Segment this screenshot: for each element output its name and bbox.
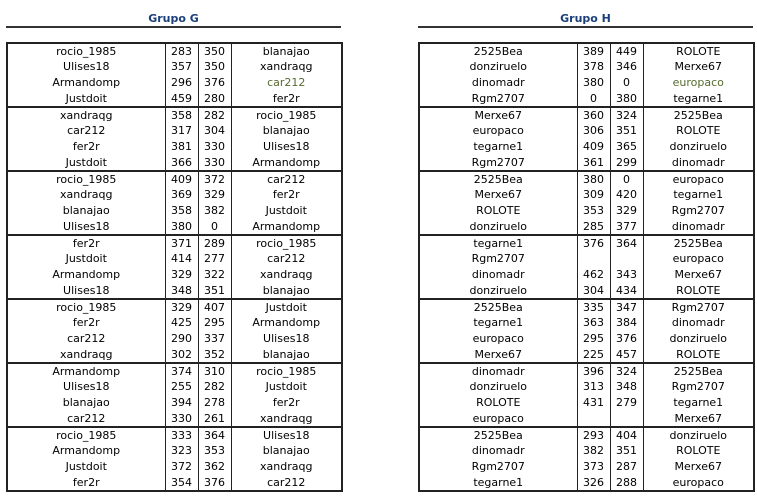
match-row: [419, 427, 754, 443]
home-player-name: Armandomp: [52, 268, 121, 281]
home-player-name: Merxe67: [419, 347, 577, 363]
match-row: [7, 219, 342, 235]
home-score: [577, 251, 610, 267]
match-row: [419, 331, 754, 347]
home-score: 335: [577, 299, 610, 315]
home-player-name: 2525Bea: [473, 428, 523, 442]
match-row: [7, 155, 342, 171]
away-player-name: tegarne1: [643, 91, 754, 107]
away-player-name: ROLOTE: [643, 347, 754, 363]
match-row: [419, 75, 754, 91]
home-score: 360: [577, 107, 610, 123]
home-score: 382: [577, 443, 610, 459]
match-row: [419, 235, 754, 251]
home-player-name: ROLOTE: [476, 204, 521, 217]
away-player-name: xandraqg: [231, 411, 342, 427]
match-row: [419, 315, 754, 331]
home-score: 313: [577, 379, 610, 395]
home-player-name: rocio_1985: [56, 428, 117, 442]
home-player-name: tegarne1: [473, 475, 524, 489]
away-player-name: rocio_1985: [256, 108, 317, 122]
home-player-name: dinomadr: [471, 364, 525, 378]
match-row: [419, 347, 754, 363]
home-player-name: rocio_1985: [56, 44, 117, 58]
match-row: [7, 443, 342, 459]
home-player-name: Armandomp: [52, 444, 121, 457]
away-score: 382: [198, 203, 231, 219]
home-score: 361: [577, 155, 610, 171]
home-player-name: donziruelo: [419, 219, 577, 235]
home-player-name: Rgm2707: [471, 460, 525, 473]
home-player-name: Armandomp: [52, 364, 121, 378]
home-player-name: europaco: [419, 411, 577, 427]
away-score: 365: [610, 139, 643, 155]
home-player-name: car212: [67, 124, 106, 137]
away-score: 279: [610, 395, 643, 411]
home-player-name: ROLOTE: [476, 396, 521, 409]
match-row: [7, 43, 342, 59]
away-player-name: europaco: [672, 172, 724, 186]
away-score: 350: [198, 43, 231, 59]
group-g-title-rule: [6, 26, 341, 28]
match-row: [7, 75, 342, 91]
match-row: [7, 139, 342, 155]
match-row: [419, 395, 754, 411]
away-player-name: donziruelo: [669, 428, 728, 442]
away-player-name: blanajao: [231, 283, 342, 299]
away-player-name: 2525Bea: [673, 364, 723, 378]
away-player-name: 2525Bea: [673, 236, 723, 250]
home-player-name: blanajao: [62, 396, 110, 409]
away-player-name: Rgm2707: [671, 300, 725, 314]
home-player-name: Justdoit: [65, 460, 107, 473]
home-player-name: Justdoit: [7, 155, 165, 171]
away-player-name: donziruelo: [669, 332, 728, 345]
away-player-name: blanajao: [231, 347, 342, 363]
away-player-name: tegarne1: [673, 188, 724, 201]
home-score: 285: [577, 219, 610, 235]
away-score: 362: [198, 459, 231, 475]
away-player-name: xandraqg: [260, 60, 313, 73]
away-player-name: Merxe67: [674, 60, 722, 73]
away-score: 278: [198, 395, 231, 411]
match-row: [7, 363, 342, 379]
home-score: 296: [165, 75, 198, 91]
away-score: 0: [198, 219, 231, 235]
away-player-name: Merxe67: [643, 411, 754, 427]
home-player-name: tegarne1: [473, 236, 524, 250]
away-player-name: Justdoit: [265, 204, 307, 217]
home-score: 363: [577, 315, 610, 331]
away-score: 287: [610, 459, 643, 475]
match-row: [7, 395, 342, 411]
home-score: 357: [165, 59, 198, 75]
group-g-title: Grupo G: [148, 12, 199, 25]
away-score: 324: [610, 363, 643, 379]
away-player-name: dinomadr: [643, 155, 754, 171]
match-row: [7, 427, 342, 443]
match-row: [419, 251, 754, 267]
away-score: 329: [198, 187, 231, 203]
away-score: 282: [198, 107, 231, 123]
home-score: 329: [165, 267, 198, 283]
home-score: 394: [165, 395, 198, 411]
match-row: [419, 379, 754, 395]
away-score: 0: [610, 75, 643, 91]
away-score: 420: [610, 187, 643, 203]
away-player-name: fer2r: [272, 188, 300, 201]
away-player-name: ROLOTE: [643, 283, 754, 299]
match-row: [7, 283, 342, 299]
home-score: 372: [165, 459, 198, 475]
away-player-name: dinomadr: [643, 219, 754, 235]
home-score: 380: [577, 171, 610, 187]
match-row: [419, 299, 754, 315]
match-row: [7, 299, 342, 315]
away-score: 347: [610, 299, 643, 315]
away-score: 377: [610, 219, 643, 235]
away-player-name: ROLOTE: [676, 44, 721, 58]
away-score: 310: [198, 363, 231, 379]
match-row: [7, 459, 342, 475]
away-score: 351: [610, 443, 643, 459]
away-player-name: dinomadr: [671, 316, 725, 329]
home-score: 354: [165, 475, 198, 491]
home-player-name: donziruelo: [469, 380, 528, 393]
match-row: [7, 331, 342, 347]
away-score: 343: [610, 267, 643, 283]
away-player-name: ROLOTE: [676, 124, 721, 137]
away-score: [610, 251, 643, 267]
away-score: 348: [610, 379, 643, 395]
home-score: 255: [165, 379, 198, 395]
match-row: [7, 379, 342, 395]
home-score: 374: [165, 363, 198, 379]
home-player-name: 2525Bea: [473, 300, 523, 314]
home-player-name: dinomadr: [471, 76, 525, 89]
home-score: 373: [577, 459, 610, 475]
home-player-name: Rgm2707: [419, 155, 577, 171]
home-score: 369: [165, 187, 198, 203]
home-score: 295: [577, 331, 610, 347]
match-row: [7, 171, 342, 187]
away-score: 324: [610, 107, 643, 123]
home-player-name: car212: [67, 332, 106, 345]
away-player-name: fer2r: [272, 396, 300, 409]
home-score: 309: [577, 187, 610, 203]
home-player-name: Justdoit: [65, 252, 107, 265]
home-player-name: Merxe67: [474, 188, 522, 201]
home-player-name: dinomadr: [471, 444, 525, 457]
match-row: [419, 363, 754, 379]
home-score: 353: [577, 203, 610, 219]
match-row: [419, 459, 754, 475]
group-h-title: Grupo H: [560, 12, 611, 25]
home-score: 389: [577, 43, 610, 59]
match-row: [419, 283, 754, 299]
away-player-name: Justdoit: [265, 300, 307, 314]
away-score: 330: [198, 155, 231, 171]
home-player-name: Rgm2707: [471, 252, 525, 265]
home-player-name: europaco: [472, 332, 524, 345]
home-player-name: fer2r: [72, 316, 100, 329]
home-score: 462: [577, 267, 610, 283]
home-player-name: Ulises18: [63, 60, 110, 73]
match-row: [7, 267, 342, 283]
home-score: 380: [165, 219, 198, 235]
match-row: [419, 43, 754, 59]
home-player-name: tegarne1: [473, 316, 524, 329]
home-score: 409: [577, 139, 610, 155]
away-player-name: europaco: [672, 475, 724, 489]
home-player-name: Justdoit: [7, 91, 165, 107]
away-score: 376: [198, 75, 231, 91]
home-score: 329: [165, 299, 198, 315]
home-player-name: 2525Bea: [473, 44, 523, 58]
away-player-name: rocio_1985: [256, 236, 317, 250]
away-player-name: tegarne1: [673, 396, 724, 409]
home-score: 425: [165, 315, 198, 331]
away-score: 288: [610, 475, 643, 491]
match-row: [419, 203, 754, 219]
home-score: 396: [577, 363, 610, 379]
away-player-name: xandraqg: [260, 460, 313, 473]
match-row: [7, 187, 342, 203]
away-player-name: xandraqg: [260, 268, 313, 281]
away-player-name: blanajao: [262, 44, 310, 58]
away-score: 261: [198, 411, 231, 427]
match-row: [7, 59, 342, 75]
home-score: 358: [165, 203, 198, 219]
away-score: 299: [610, 155, 643, 171]
away-score: 277: [198, 251, 231, 267]
home-player-name: Ulises18: [7, 283, 165, 299]
home-score: 225: [577, 347, 610, 363]
home-score: 290: [165, 331, 198, 347]
home-player-name: car212: [7, 411, 165, 427]
match-row: [7, 347, 342, 363]
home-score: 306: [577, 123, 610, 139]
away-player-name: Rgm2707: [671, 380, 725, 393]
match-row: [419, 139, 754, 155]
match-row: [419, 187, 754, 203]
home-player-name: fer2r: [72, 475, 100, 489]
away-score: 364: [610, 235, 643, 251]
away-player-name: europaco: [672, 252, 724, 265]
home-player-name: donziruelo: [419, 283, 577, 299]
home-score: 414: [165, 251, 198, 267]
away-player-name: blanajao: [262, 124, 310, 137]
away-player-name: car212: [267, 475, 306, 489]
home-player-name: dinomadr: [471, 268, 525, 281]
away-score: 376: [198, 475, 231, 491]
away-player-name: europaco: [672, 76, 724, 89]
away-player-name: Rgm2707: [671, 204, 725, 217]
home-score: 378: [577, 59, 610, 75]
home-player-name: fer2r: [72, 236, 100, 250]
match-row: [419, 123, 754, 139]
match-row: [7, 107, 342, 123]
match-row: [7, 315, 342, 331]
home-player-name: xandraqg: [7, 347, 165, 363]
away-score: 404: [610, 427, 643, 443]
home-score: 0: [577, 91, 610, 107]
away-player-name: Ulises18: [263, 428, 310, 442]
away-player-name: Justdoit: [265, 380, 307, 393]
home-player-name: Merxe67: [474, 108, 522, 122]
away-player-name: 2525Bea: [673, 108, 723, 122]
home-score: 323: [165, 443, 198, 459]
away-score: 352: [198, 347, 231, 363]
away-player-name: Armandomp: [252, 316, 321, 329]
home-score: 348: [165, 283, 198, 299]
home-score: 333: [165, 427, 198, 443]
home-score: 366: [165, 155, 198, 171]
home-score: 358: [165, 107, 198, 123]
home-player-name: Ulises18: [63, 380, 110, 393]
home-score: 302: [165, 347, 198, 363]
match-row: [419, 155, 754, 171]
match-row: [7, 203, 342, 219]
away-player-name: Armandomp: [231, 155, 342, 171]
away-score: 364: [198, 427, 231, 443]
away-player-name: fer2r: [231, 91, 342, 107]
home-score: 381: [165, 139, 198, 155]
away-player-name: Merxe67: [674, 268, 722, 281]
match-row: [419, 219, 754, 235]
match-row: [7, 123, 342, 139]
home-player-name: tegarne1: [473, 140, 524, 153]
away-player-name: car212: [267, 252, 306, 265]
home-score: 459: [165, 91, 198, 107]
match-row: [419, 107, 754, 123]
away-score: 353: [198, 443, 231, 459]
home-score: 330: [165, 411, 198, 427]
match-row: [7, 91, 342, 107]
home-score: 317: [165, 123, 198, 139]
away-player-name: donziruelo: [669, 140, 728, 153]
away-score: 434: [610, 283, 643, 299]
away-score: 380: [610, 91, 643, 107]
away-player-name: Ulises18: [263, 332, 310, 345]
home-score: 326: [577, 475, 610, 491]
home-score: 431: [577, 395, 610, 411]
away-score: 449: [610, 43, 643, 59]
home-player-name: xandraqg: [60, 108, 113, 122]
away-score: 350: [198, 59, 231, 75]
away-player-name: blanajao: [262, 444, 310, 457]
home-score: [577, 411, 610, 427]
away-score: 304: [198, 123, 231, 139]
home-score: 376: [577, 235, 610, 251]
home-player-name: Ulises18: [7, 219, 165, 235]
match-row: [419, 411, 754, 427]
match-row: [419, 267, 754, 283]
away-score: 351: [610, 123, 643, 139]
away-score: 346: [610, 59, 643, 75]
home-player-name: europaco: [472, 124, 524, 137]
away-score: 351: [198, 283, 231, 299]
away-player-name: rocio_1985: [256, 364, 317, 378]
away-score: 282: [198, 379, 231, 395]
home-score: 380: [577, 75, 610, 91]
home-player-name: 2525Bea: [473, 172, 523, 186]
match-row: [419, 59, 754, 75]
away-score: 330: [198, 139, 231, 155]
away-score: [610, 411, 643, 427]
home-player-name: donziruelo: [469, 60, 528, 73]
away-player-name: car212: [267, 172, 306, 186]
away-player-name: Ulises18: [263, 140, 310, 153]
group-h-title-rule: [418, 26, 753, 28]
home-player-name: xandraqg: [60, 188, 113, 201]
match-row: [7, 411, 342, 427]
away-score: 384: [610, 315, 643, 331]
home-score: 293: [577, 427, 610, 443]
away-score: 372: [198, 171, 231, 187]
away-player-name: car212: [267, 76, 306, 89]
match-row: [419, 443, 754, 459]
group-h-results-table: [418, 42, 755, 492]
away-player-name: Merxe67: [674, 460, 722, 473]
match-row: [7, 251, 342, 267]
away-score: 289: [198, 235, 231, 251]
home-player-name: blanajao: [62, 204, 110, 217]
match-row: [7, 475, 342, 491]
match-row: [7, 235, 342, 251]
home-player-name: rocio_1985: [56, 172, 117, 186]
home-player-name: rocio_1985: [56, 300, 117, 314]
home-player-name: fer2r: [72, 140, 100, 153]
away-score: 295: [198, 315, 231, 331]
away-score: 329: [610, 203, 643, 219]
home-score: 304: [577, 283, 610, 299]
away-score: 407: [198, 299, 231, 315]
home-score: 409: [165, 171, 198, 187]
home-score: 371: [165, 235, 198, 251]
match-row: [419, 475, 754, 491]
away-score: 337: [198, 331, 231, 347]
away-score: 322: [198, 267, 231, 283]
home-player-name: Armandomp: [52, 76, 121, 89]
away-score: 376: [610, 331, 643, 347]
away-score: 457: [610, 347, 643, 363]
home-score: 283: [165, 43, 198, 59]
home-player-name: Rgm2707: [419, 91, 577, 107]
group-g-results-table: [6, 42, 343, 492]
away-score: 0: [610, 171, 643, 187]
away-player-name: ROLOTE: [676, 444, 721, 457]
away-score: 280: [198, 91, 231, 107]
match-row: [419, 91, 754, 107]
away-player-name: Armandomp: [231, 219, 342, 235]
match-row: [419, 171, 754, 187]
